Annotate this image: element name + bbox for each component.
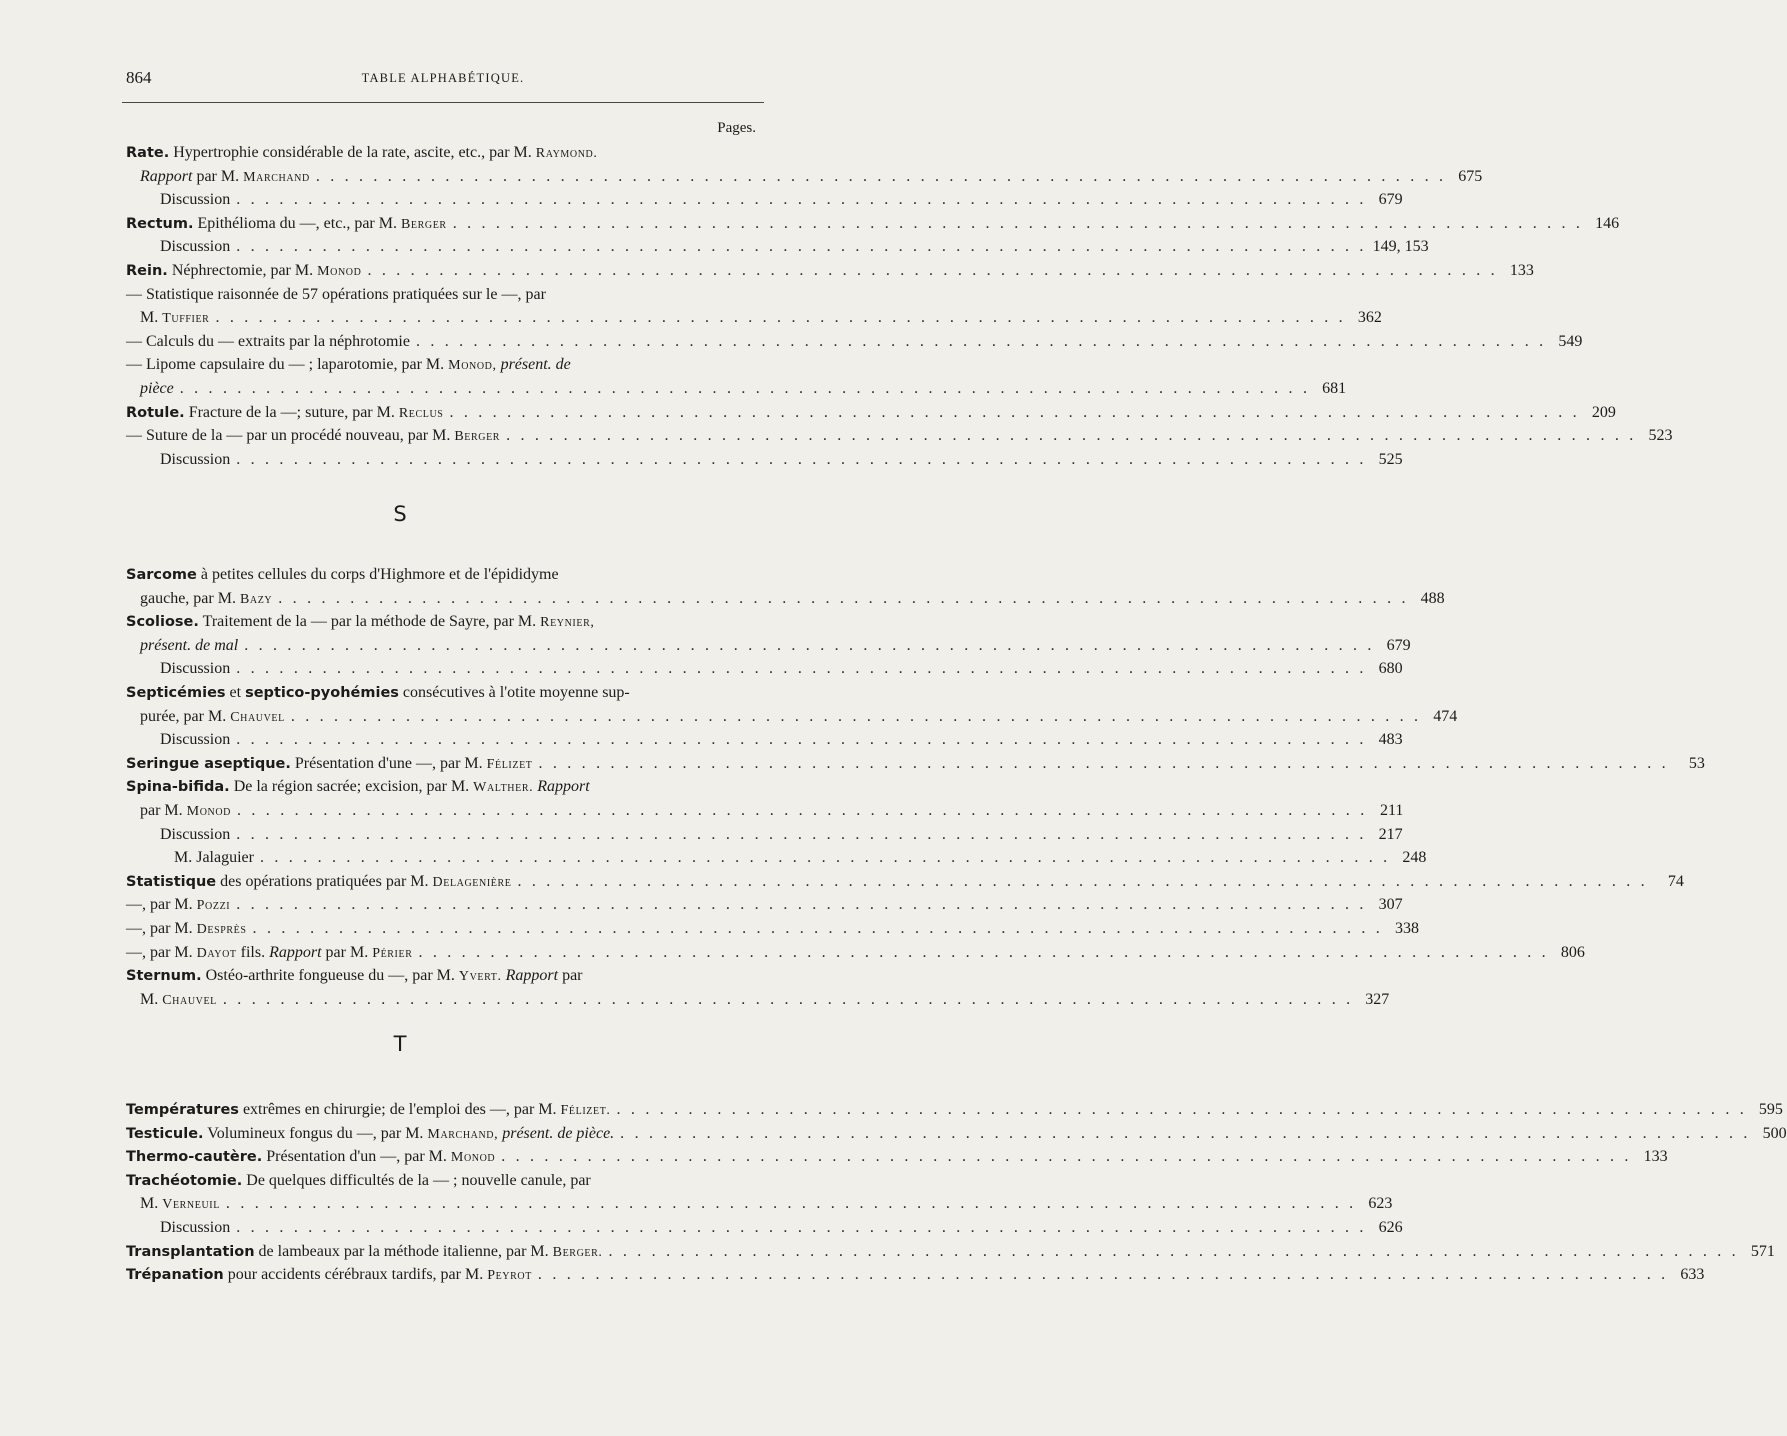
entry-line: M. Jalaguier . . . 248	[126, 846, 760, 870]
leader-dots	[517, 870, 1647, 894]
page-ref: 217	[1378, 825, 1403, 843]
entry-line: — Calculs du — extraits par la néphrotomie . . . 549	[126, 330, 760, 354]
page-ref: 488	[1420, 589, 1445, 607]
entry-keyword: Scoliose.	[126, 614, 199, 631]
leader-dots	[236, 1216, 1366, 1240]
entry-line: gauche, par M. Bazy . . . 488	[126, 587, 760, 611]
leader-dots	[453, 212, 1583, 236]
entry-keyword: Transplantation	[126, 1243, 255, 1260]
page-ref: 307	[1378, 896, 1403, 914]
entry-seringue	[126, 752, 1705, 776]
leader-dots	[236, 893, 1366, 917]
entry-line: Transplantation de lambeaux par la méthode italienne, par M. Berger. . . . 571	[126, 1240, 760, 1264]
page-ref: 679	[1378, 191, 1403, 209]
author-name: Chauvel	[230, 709, 285, 725]
page-ref: 595	[1758, 1101, 1783, 1118]
author-name: Verneuil	[162, 1197, 220, 1213]
entry-keyword: Rate.	[126, 145, 170, 161]
header-rule	[122, 102, 764, 103]
entry-line: Discussion . . . 483	[126, 728, 760, 752]
page-ref: 633	[1680, 1266, 1705, 1284]
author-name: Félizet	[486, 756, 533, 772]
entry-keyword: Trachéotomie.	[126, 1172, 243, 1189]
entry-keyword: Températures	[126, 1102, 239, 1118]
entry-keyword: Seringue aseptique.	[126, 755, 291, 772]
author-name: Dayot	[196, 945, 237, 961]
entry-trepanation	[126, 1263, 1705, 1287]
entry-keyword: Trépanation	[126, 1267, 224, 1284]
leader-dots	[501, 1145, 1631, 1169]
entry-line: M. Tuffier . . . 362	[126, 306, 760, 330]
entry-keyword: Sternum.	[126, 968, 202, 985]
leader-dots	[244, 634, 1374, 658]
leader-dots	[236, 657, 1366, 681]
author-name: Berger	[454, 429, 501, 445]
author-name: Tuffier	[162, 311, 210, 327]
entry-line: —, par M. Desprès . . . 338	[126, 917, 760, 941]
author-name: Monod	[450, 1150, 496, 1166]
entry-line: Scoliose. Traitement de la — par la méthode de Sayre, par M. Reynier,	[126, 613, 595, 631]
page-ref: 571	[1750, 1242, 1775, 1260]
leader-dots	[367, 259, 1497, 283]
author-name: Walther.	[473, 780, 534, 796]
page-ref: 362	[1357, 309, 1382, 327]
entry-keyword: Sarcome	[126, 567, 197, 583]
leader-dots	[226, 1192, 1356, 1216]
page-ref: 679	[1386, 636, 1411, 654]
entry-line: Rectum. Epithélioma du —, etc., par M. Berger . . . 146	[126, 212, 760, 236]
entry-line: Discussion . . . 679	[126, 188, 760, 212]
entry-tracheotomie	[126, 1169, 1403, 1240]
author-name: Périer	[372, 945, 413, 961]
entry-keyword: Rectum.	[126, 215, 194, 232]
page-ref: 133	[1643, 1148, 1668, 1166]
entry-line: Discussion . . . 149, 153	[126, 235, 760, 259]
author-name: Peyrot	[487, 1268, 532, 1284]
leader-dots	[215, 306, 1345, 330]
page-ref: 209	[1591, 403, 1616, 421]
author-name: Desprès	[196, 921, 247, 937]
author-name: Pozzi	[196, 898, 231, 914]
page-ref: 146	[1595, 214, 1620, 232]
leader-dots	[236, 728, 1366, 752]
leader-dots	[237, 799, 1367, 823]
page-ref: 327	[1365, 990, 1390, 1008]
entry-line: — Lipome capsulaire du — ; laparotomie, par M. Monod, présent. de	[126, 356, 571, 374]
entry-line: Thermo-cautère. Présentation d'un —, par M. Monod . . . 133	[126, 1145, 760, 1169]
leader-dots	[416, 330, 1546, 354]
entry-keyword: Testicule.	[126, 1125, 204, 1142]
page-ref: 525	[1378, 450, 1403, 468]
entry-line: Seringue aseptique. Présentation d'une —, par M. Félizet . . . 53	[126, 752, 760, 776]
entry-line: Statistique des opérations pratiquées par M. Delagenière . . . 74	[126, 870, 760, 894]
entry-keyword: Septicémies	[126, 684, 226, 701]
author-name: Monod	[186, 803, 231, 819]
author-name: Bazy	[239, 591, 273, 607]
entry-line: Discussion . . . 626	[126, 1216, 760, 1240]
page-ref: 74	[1667, 872, 1684, 890]
section-r	[126, 141, 1673, 471]
page-ref: 626	[1378, 1218, 1403, 1236]
entry-rein	[126, 259, 1583, 401]
section-t	[126, 1098, 1787, 1287]
page-ref: 806	[1560, 943, 1585, 961]
entry-sarcome	[126, 563, 1445, 610]
entry-line: Températures extrêmes en chirurgie; de l'emploi des —, par M. Félizet. . . . 595	[126, 1098, 760, 1122]
entry-transplantation	[126, 1240, 1775, 1264]
entry-line: Discussion . . . 525	[126, 448, 760, 472]
leader-dots	[291, 705, 1421, 729]
author-name: Monod	[317, 263, 362, 279]
author-name: Reynier,	[540, 615, 595, 631]
entry-line: Septicémies et septico-pyohémies consécutives à l'otite moyenne sup-	[126, 683, 630, 701]
entry-line: Sarcome à petites cellules du corps d'Highmore et de l'épididyme	[126, 566, 559, 583]
author-name: Chauvel	[162, 992, 217, 1008]
section-s	[126, 563, 1705, 1011]
page-ref: 523	[1648, 427, 1673, 445]
author-name: Marchand	[243, 169, 310, 185]
page-ref: 675	[1458, 167, 1483, 185]
entry-line: Rein. Néphrectomie, par M. Monod . . . 133	[126, 259, 760, 283]
page-number: 864	[126, 68, 152, 87]
entry-testicule	[126, 1122, 1787, 1146]
page-ref: 500	[1762, 1124, 1787, 1142]
entry-line: Trépanation pour accidents cérébraux tardifs, par M. Peyrot . . . 633	[126, 1263, 760, 1287]
page-ref: 248	[1402, 849, 1427, 867]
section-letter-s: S	[393, 502, 407, 526]
leader-dots	[278, 587, 1408, 611]
entry-thermo-cautere	[126, 1145, 1668, 1169]
entry-line: pièce . . . 681	[126, 377, 760, 401]
page-ref: 53	[1688, 754, 1705, 772]
entry-line: —, par M. Pozzi . . . 307	[126, 893, 760, 917]
entry-scoliose	[126, 610, 1411, 681]
page-ref: 623	[1368, 1195, 1393, 1213]
entry-line: Discussion . . . 217	[126, 823, 760, 847]
author-name: Reclus	[398, 405, 444, 421]
entry-line: présent. de mal . . . 679	[126, 634, 760, 658]
leader-dots	[236, 235, 1366, 259]
entry-line: Trachéotomie. De quelques difficultés de la — ; nouvelle canule, par	[126, 1171, 591, 1189]
leader-dots	[253, 917, 1383, 941]
entry-line: Discussion . . . 680	[126, 657, 760, 681]
entry-keyword: Thermo-cautère.	[126, 1149, 263, 1166]
page-ref: 483	[1378, 731, 1403, 749]
entry-keyword: Rein.	[126, 262, 168, 279]
entry-line: Rotule. Fracture de la —; suture, par M. Reclus . . . 209	[126, 401, 760, 425]
author-name: Berger	[400, 216, 447, 232]
page-ref: 474	[1433, 707, 1458, 725]
page-ref: 149, 153	[1372, 238, 1429, 256]
entry-line: Rate. Hypertrophie considérable de la rate, ascite, etc., par M. Raymond.	[126, 144, 598, 161]
author-name: Berger.	[552, 1244, 603, 1260]
leader-dots	[608, 1240, 1738, 1264]
leader-dots	[180, 377, 1310, 401]
leader-dots	[418, 941, 1548, 965]
entry-keyword: Rotule.	[126, 404, 185, 421]
author-name: Delagenière	[432, 874, 512, 890]
page-ref: 211	[1380, 801, 1404, 819]
leader-dots	[236, 823, 1366, 847]
entry-septicemies	[126, 681, 1458, 752]
entry-temperatures	[126, 1098, 1783, 1122]
entry-line: Spina-bifida. De la région sacrée; excision, par M. Walther. Rapport	[126, 778, 590, 796]
entry-line: Rapport par M. Marchand . . . 675	[126, 165, 760, 189]
leader-dots	[236, 188, 1366, 212]
leader-dots	[260, 846, 1390, 870]
entry-sternum	[126, 964, 1390, 1011]
leader-dots	[449, 401, 1579, 425]
author-name: Monod,	[448, 358, 497, 374]
page-ref: 133	[1509, 261, 1534, 279]
page-header	[126, 66, 760, 92]
leader-dots	[620, 1122, 1750, 1146]
pages-column-label: Pages.	[717, 120, 756, 136]
page-ref: 338	[1394, 919, 1419, 937]
author-name: Raymond.	[535, 146, 598, 161]
entry-spina-bifida	[126, 775, 1427, 869]
page-ref: 681	[1322, 379, 1347, 397]
page-ref: 680	[1378, 660, 1403, 678]
page-ref: 549	[1558, 332, 1583, 350]
leader-dots	[506, 424, 1636, 448]
section-letter-t: T	[393, 1032, 407, 1056]
entry-statistique	[126, 870, 1684, 964]
entry-rotule	[126, 401, 1673, 472]
entry-line: M. Verneuil . . . 623	[126, 1192, 760, 1216]
entry-line: par M. Monod . . . 211	[126, 799, 760, 823]
entry-line: M. Chauvel . . . 327	[126, 988, 760, 1012]
leader-dots	[538, 1263, 1668, 1287]
entry-line: Sternum. Ostéo-arthrite fongueuse du —, par M. Yvert. Rapport par	[126, 967, 583, 985]
leader-dots	[316, 165, 1446, 189]
entry-line: — Statistique raisonnée de 57 opérations pratiquées sur le —, par	[126, 285, 546, 303]
leader-dots	[223, 988, 1353, 1012]
entry-keyword: Spina-bifida.	[126, 779, 230, 796]
leader-dots	[538, 752, 1668, 776]
author-name: Yvert.	[458, 969, 502, 985]
entry-line: Testicule. Volumineux fongus du —, par M. Marchand, présent. de pièce. . . . 500	[126, 1122, 760, 1146]
running-title: TABLE ALPHABÉTIQUE.	[361, 71, 525, 85]
entry-line: — Suture de la — par un procédé nouveau, par M. Berger . . . 523	[126, 424, 760, 448]
author-name: Marchand,	[427, 1126, 499, 1142]
entry-line: purée, par M. Chauvel . . . 474	[126, 705, 760, 729]
author-name: Félizet.	[560, 1103, 611, 1118]
leader-dots	[236, 448, 1366, 472]
entry-rectum	[126, 212, 1620, 259]
entry-keyword: Statistique	[126, 873, 217, 890]
entry-line: —, par M. Dayot fils. Rapport par M. Périer . . . 806	[126, 941, 760, 965]
leader-dots	[617, 1098, 1747, 1122]
entry-rate	[126, 141, 1483, 212]
